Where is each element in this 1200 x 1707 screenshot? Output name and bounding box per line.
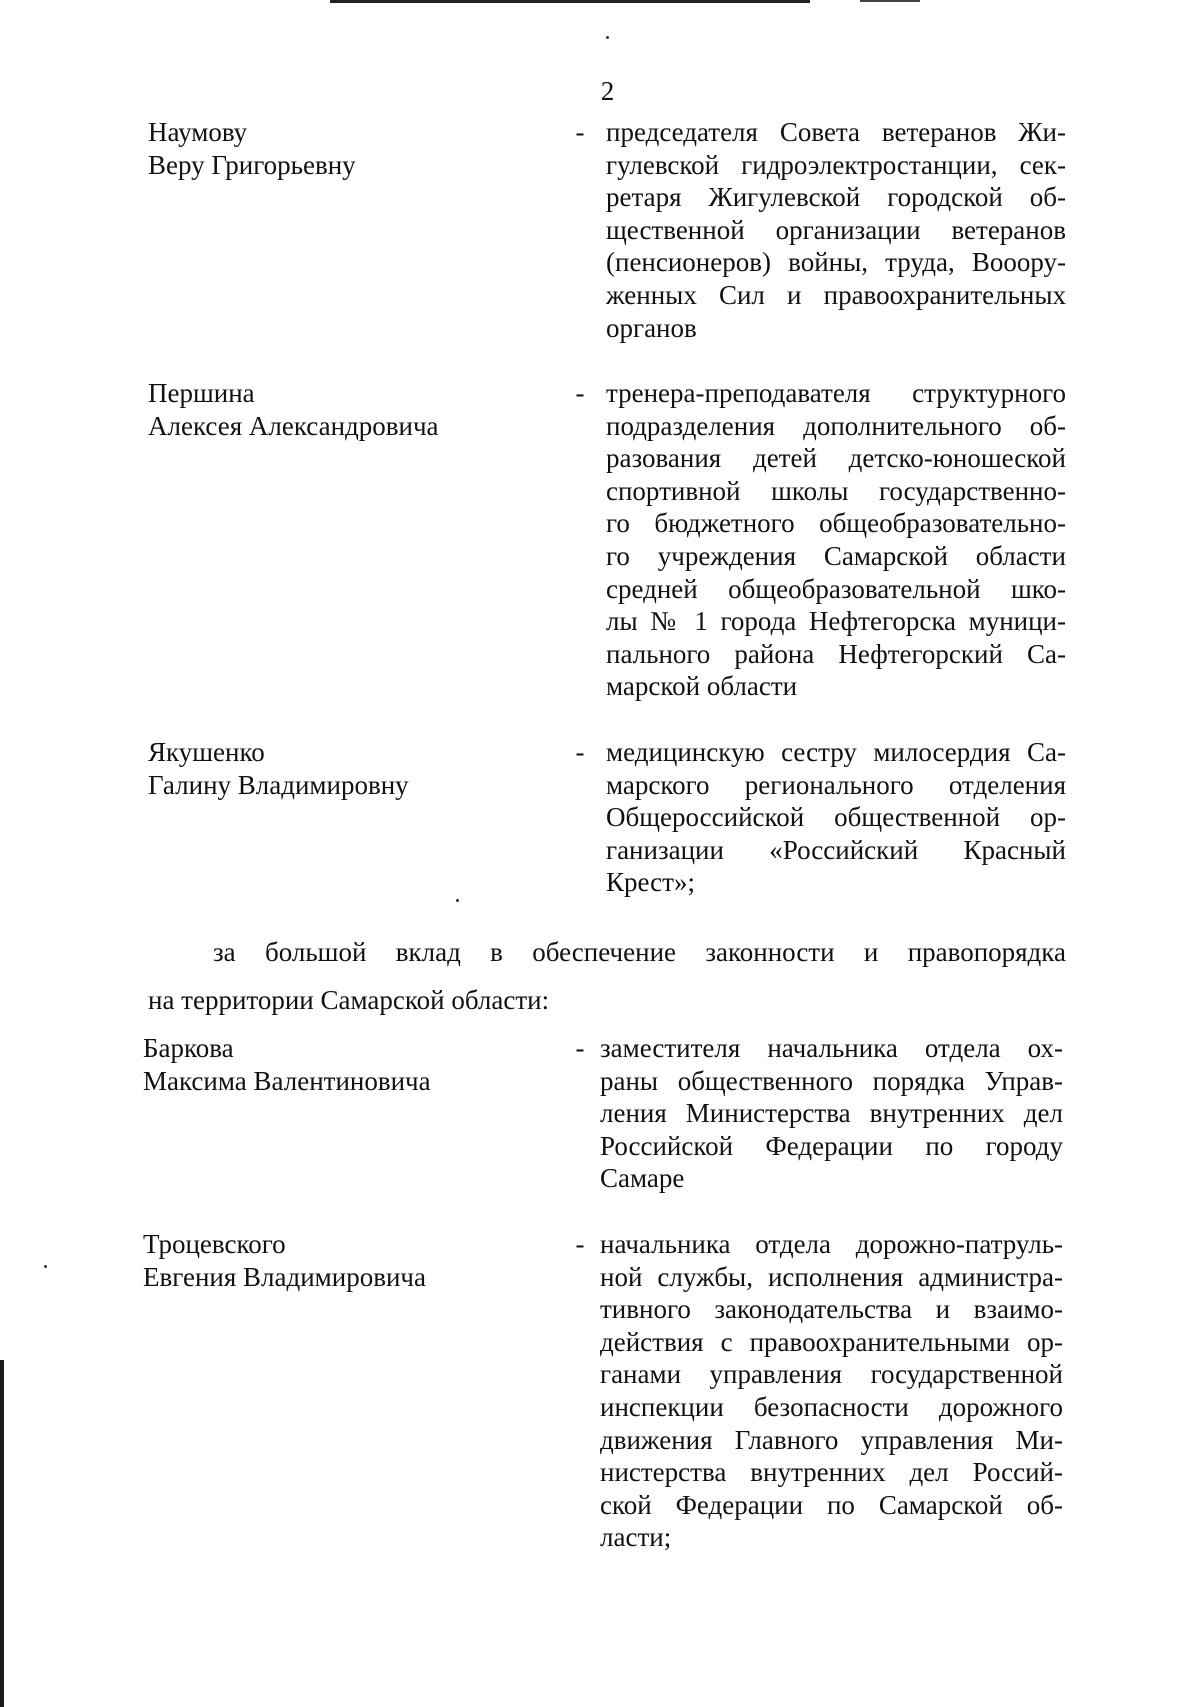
position-line: ской Федерации по Самарской об- bbox=[600, 1489, 1063, 1520]
person-position bbox=[600, 1032, 1063, 1195]
entry-dash: - bbox=[575, 1229, 585, 1259]
position-line: щественной организации ветеранов bbox=[606, 214, 1066, 245]
position-line: го учреждения Самарской области bbox=[606, 540, 1066, 571]
position-line: раны общественного порядка Управ- bbox=[600, 1065, 1063, 1096]
position-line: го бюджетного общеобразовательно- bbox=[606, 508, 1066, 539]
position-line: Крест»; bbox=[606, 867, 695, 898]
scan-edge-left bbox=[0, 1360, 4, 1707]
position-line: тренера-преподавателя структурного bbox=[606, 378, 1066, 408]
person-position bbox=[606, 377, 1066, 703]
position-line: ганами управления государственной bbox=[600, 1359, 1063, 1390]
position-line: подразделения дополнительного об- bbox=[606, 410, 1066, 441]
position-line: органов bbox=[606, 312, 697, 343]
person-name: Баркова Максима Валентиновича bbox=[143, 1033, 431, 1096]
position-line: марской области bbox=[606, 671, 798, 702]
position-line: тивного законодательства и взаимо- bbox=[600, 1294, 1063, 1325]
position-line: медицинскую сестру милосердия Са- bbox=[606, 737, 1066, 767]
position-line: действия с правоохранительными ор- bbox=[600, 1326, 1063, 1357]
scan-speck bbox=[606, 36, 609, 39]
position-line: спортивной школы государственно- bbox=[606, 475, 1066, 506]
position-line: (пенсионеров) войны, труда, Вооору- bbox=[606, 247, 1066, 278]
scan-speck bbox=[456, 899, 459, 902]
position-line: ласти; bbox=[600, 1522, 672, 1553]
entry-dash: - bbox=[575, 1033, 585, 1063]
position-line: средней общеобразовательной шко- bbox=[606, 573, 1066, 604]
person-position bbox=[600, 1228, 1063, 1554]
person-name: Троцевского Евгения Владимировича bbox=[143, 1229, 426, 1292]
position-line: движения Главного управления Ми- bbox=[600, 1424, 1063, 1455]
position-line: ления Министерства внутренних дел bbox=[600, 1098, 1063, 1129]
position-line: инспекции безопасности дорожного bbox=[600, 1391, 1063, 1422]
scan-edge-top bbox=[330, 0, 810, 3]
position-line: лы № 1 города Нефтегорска муници- bbox=[606, 606, 1066, 637]
position-line: Российской Федерации по городу bbox=[600, 1130, 1063, 1161]
position-line: председателя Совета ветеранов Жи- bbox=[606, 117, 1066, 147]
scan-speck bbox=[44, 1265, 47, 1268]
position-line: ретаря Жигулевской городской об- bbox=[606, 182, 1066, 213]
position-line: заместителя начальника отдела ох- bbox=[600, 1033, 1063, 1063]
person-position bbox=[606, 116, 1066, 344]
position-line: ганизации «Российский Красный bbox=[606, 834, 1066, 865]
position-line: Самаре bbox=[600, 1163, 685, 1194]
entry-dash: - bbox=[575, 737, 585, 767]
person-name: Наумову Веру Григорьевну bbox=[148, 117, 356, 180]
scan-edge-top-fragment bbox=[860, 0, 920, 2]
position-line: гулевской гидроэлектростанции, сек- bbox=[606, 149, 1066, 180]
position-line: начальника отдела дорожно-патруль- bbox=[600, 1229, 1063, 1259]
entry-dash: - bbox=[575, 117, 585, 147]
position-line: Общероссийской общественной ор- bbox=[606, 802, 1066, 833]
position-line: разования детей детско-юношеской bbox=[606, 443, 1066, 474]
entry-dash: - bbox=[575, 378, 585, 408]
position-line: ной службы, исполнения администра- bbox=[600, 1261, 1063, 1292]
person-position bbox=[606, 736, 1066, 899]
section-intro-line: на территории Самарской области: bbox=[148, 985, 550, 1015]
section-intro-line: за большой вклад в обеспечение законности и правопорядка bbox=[213, 937, 1066, 967]
position-line: марского регионального отделения bbox=[606, 769, 1066, 800]
position-line: женных Сил и правоохранительных bbox=[606, 279, 1066, 310]
position-line: нистерства внутренних дел Россий- bbox=[600, 1457, 1063, 1488]
person-name: Якушенко Галину Владимировну bbox=[148, 737, 409, 800]
person-name: Першина Алексея Александровича bbox=[148, 378, 439, 441]
position-line: пального района Нефтегорский Са- bbox=[606, 638, 1066, 669]
page-number: 2 bbox=[600, 76, 615, 106]
